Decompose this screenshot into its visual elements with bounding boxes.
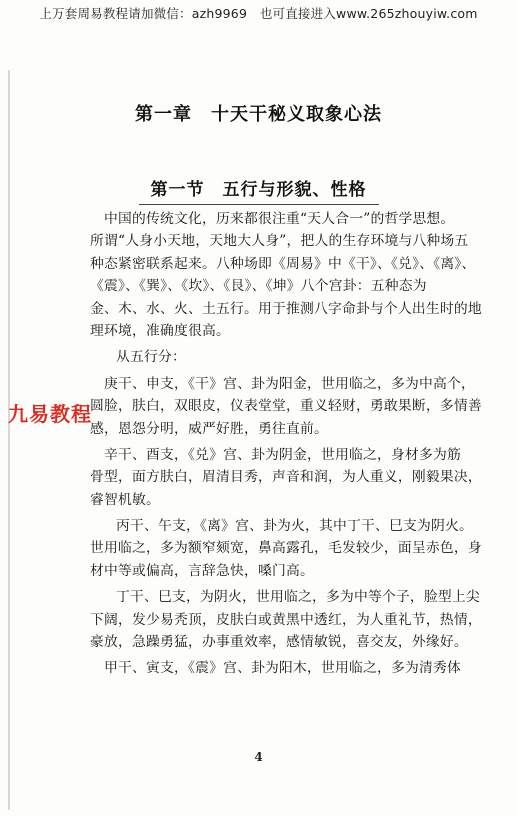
section-title-text: 第一节 五行与形貌、性格 <box>150 180 367 200</box>
text-line: 从五行分： <box>116 349 186 366</box>
text-line: 豪放，急躁勇猛，办事重效率，感情敏锐，喜交友，外缘好。 <box>90 634 468 651</box>
text-line: 种态紧密联系起来。八种场即《周易》中《干》、《兑》、《离》、 <box>90 255 476 272</box>
chapter-title: 第一章 十天干秘义取象心法 <box>135 104 382 125</box>
page-number: 4 <box>254 750 263 764</box>
text-line: 金、木、水、火、土五行。用于推测八字命卦与个人出生时的地 <box>90 300 482 317</box>
text-line: 庚干、申支，《干》宫、卦为阳金，世用临之，多为中高个， <box>104 375 476 392</box>
text-line: 丙干、午支，《离》宫、卦为火，其中丁干、巳支为阴火。 <box>116 518 474 535</box>
text-line: 理环境，准确度很高。 <box>90 322 230 339</box>
text-line: 中国的传统文化，历来都很注重“天人合一”的哲学思想。 <box>104 211 455 227</box>
text-line: 世用临之，多为额窄颏宽，鼻高露孔，毛发较少，面呈赤色，身 <box>90 540 482 557</box>
body-text <box>90 208 482 680</box>
text-line: 骨型，面方肤白，眉清目秀，声音和润，为人重义，刚毅果决， <box>90 469 482 486</box>
top-watermark-text: 上万套周易教程请加微信：azh9969 也可直接进入www.265zhouyiw.com <box>39 6 478 21</box>
section-title-underline <box>139 204 379 205</box>
text-line: 《震》、《巽》、《坎》、《艮》、《坤》八个宫卦：五种态为 <box>90 278 427 295</box>
section-title <box>0 175 517 205</box>
text-line: 辛干、酉支，《兑》宫、卦为阴金，世用临之，身材多为筋 <box>104 446 462 463</box>
text-line: 感，恩怨分明，威严好胜，勇往直前。 <box>90 420 328 437</box>
text-line: 睿智机敏。 <box>90 491 160 508</box>
text-line: 材中等或偏高，言辞急快，嗓门高。 <box>90 562 314 579</box>
text-line: 甲干、寅支，《震》宫、卦为阳木，世用临之，多为清秀体 <box>104 660 462 677</box>
red-overlay-watermark: 九易教程 <box>8 402 92 426</box>
text-line: 所谓“人身小天地，天地大人身”，把人的生存环境与八种场五 <box>90 233 469 250</box>
text-line: 圆脸，肤白，双眼皮，仪表堂堂，重义轻财，勇敢果断，多情善 <box>90 398 482 415</box>
text-line: 下阔，发少易秃顶，皮肤白或黄黑中透红，为人重礼节，热情， <box>90 611 482 628</box>
text-line: 丁干、巳支，为阴火，世用临之，多为中等个子，脸型上尖 <box>116 589 480 606</box>
